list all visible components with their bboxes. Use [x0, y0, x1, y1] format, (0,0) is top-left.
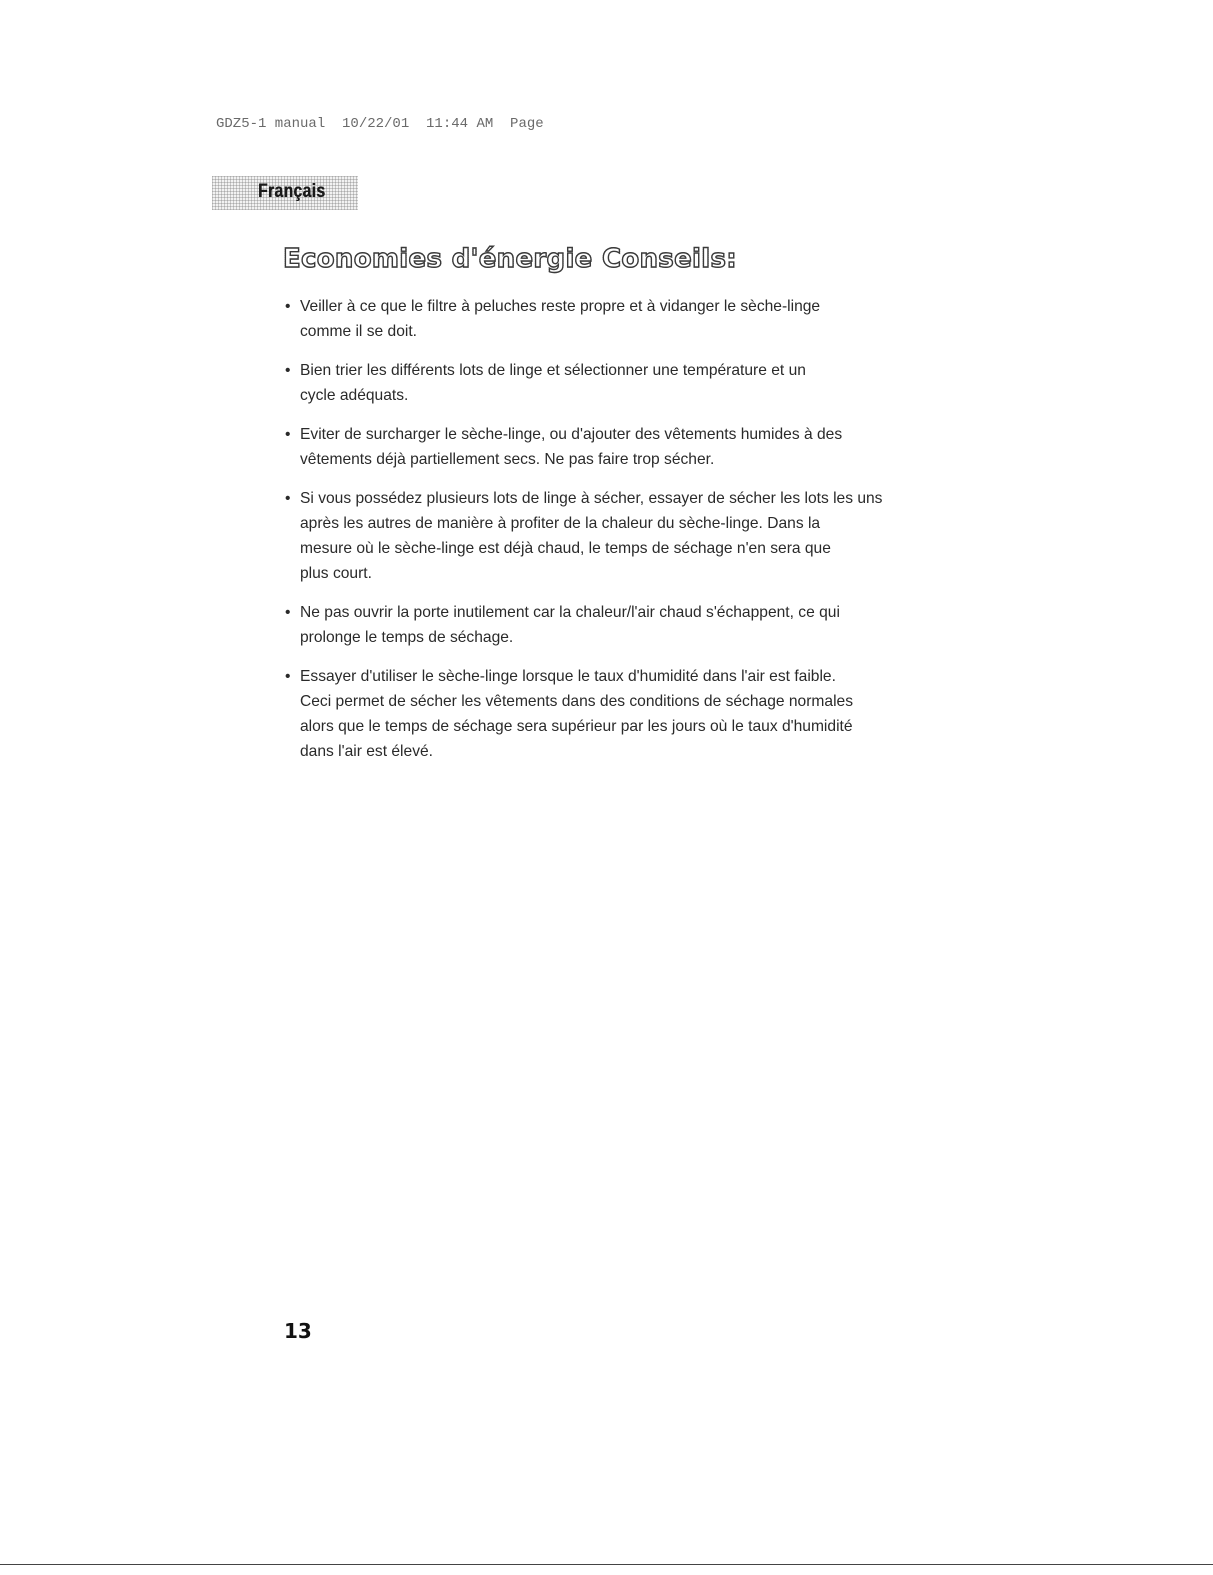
bullet-icon: •: [285, 668, 291, 685]
tip-item: [285, 600, 945, 650]
bullet-icon: •: [285, 362, 291, 379]
tip-text-line: après les autres de manière à profiter de la chaleur du sèche-linge. Dans la: [300, 515, 821, 532]
language-tab-label: Français: [258, 181, 326, 202]
tip-item: [285, 358, 945, 408]
tip-text-line: Veiller à ce que le filtre à peluches reste propre et à vidanger le sèche-linge: [300, 298, 821, 315]
bullet-icon: •: [285, 298, 291, 315]
print-header: GDZ5-1 manual 10/22/01 11:44 AM Page: [216, 116, 544, 132]
tip-text-line: prolonge le temps de séchage.: [300, 629, 514, 646]
tip-text-line: vêtements déjà partiellement secs. Ne pas faire trop sécher.: [300, 451, 715, 468]
tip-text-line: Eviter de surcharger le sèche-linge, ou d'ajouter des vêtements humides à des: [300, 426, 843, 443]
tip-item: [285, 294, 945, 344]
tip-text-line: Ceci permet de sécher les vêtements dans des conditions de séchage normales: [300, 693, 854, 710]
bullet-icon: •: [285, 604, 291, 621]
page-number: 13: [284, 1319, 312, 1343]
tip-item: [285, 422, 945, 472]
bullet-icon: •: [285, 426, 291, 443]
language-tab: [212, 176, 358, 210]
tip-text-line: Si vous possédez plusieurs lots de linge à sécher, essayer de sécher les lots les uns: [300, 490, 883, 507]
tip-text-line: dans l'air est élevé.: [300, 743, 433, 760]
tip-text-line: Essayer d'utiliser le sèche-linge lorsque le taux d'humidité dans l'air est faible.: [300, 668, 836, 685]
tip-text-line: plus court.: [300, 565, 372, 582]
tip-text-line: alors que le temps de séchage sera supérieur par les jours où le taux d'humidité: [300, 718, 853, 735]
tip-item: [285, 486, 945, 586]
tip-text-line: mesure où le sèche-linge est déjà chaud, le temps de séchage n'en sera que: [300, 540, 831, 557]
tip-text-line: cycle adéquats.: [300, 387, 409, 404]
page-title: Economies d'énergie Conseils:: [283, 244, 737, 274]
tips-list: [285, 294, 945, 778]
tip-text-line: Ne pas ouvrir la porte inutilement car la chaleur/l'air chaud s'échappent, ce qui: [300, 604, 840, 621]
tip-item: [285, 664, 945, 764]
bullet-icon: •: [285, 490, 291, 507]
bottom-rule: [0, 1564, 1213, 1565]
tip-text-line: Bien trier les différents lots de linge et sélectionner une température et un: [300, 362, 806, 379]
tip-text-line: comme il se doit.: [300, 323, 417, 340]
